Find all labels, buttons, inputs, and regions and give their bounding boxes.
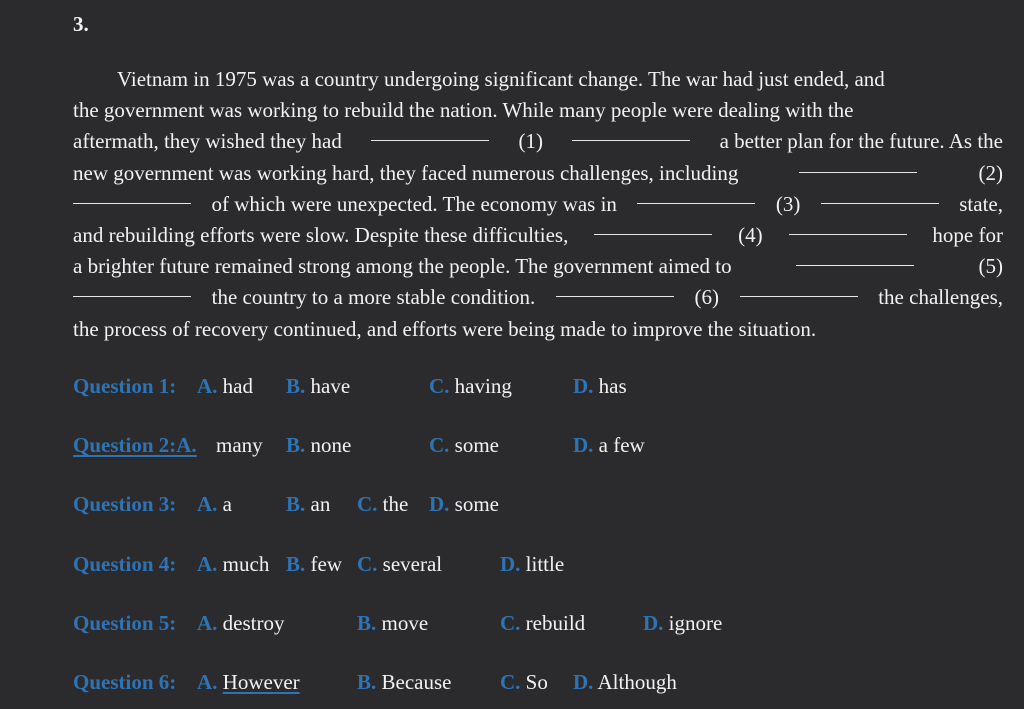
option-c[interactable]: C. rebuild xyxy=(500,610,586,635)
blank-number-5: (5) xyxy=(978,254,1003,279)
blank-line xyxy=(371,126,489,141)
exercise-number: 3. xyxy=(73,12,89,36)
blank-line xyxy=(73,189,191,204)
passage-line-1 xyxy=(73,64,1003,95)
option-a[interactable]: many xyxy=(216,433,263,458)
option-c[interactable]: C. some xyxy=(429,433,499,458)
passage-line-9 xyxy=(73,314,1003,345)
passage-text: of which were unexpected. The economy was in xyxy=(211,191,617,216)
blank-line xyxy=(821,189,939,204)
question-6 xyxy=(73,670,1003,709)
option-d[interactable]: D. has xyxy=(573,374,627,398)
option-b[interactable]: B. an xyxy=(286,492,331,517)
passage-line-8 xyxy=(73,282,1003,313)
blank-line xyxy=(594,220,712,235)
option-b[interactable]: B. Because xyxy=(357,669,452,694)
passage-text: new government was working hard, they faced numerous challenges, including xyxy=(73,160,739,185)
passage-text: and rebuilding efforts were slow. Despite these difficulties, xyxy=(73,222,569,247)
blank-line xyxy=(637,189,755,204)
passage-text: hope for xyxy=(932,222,1003,247)
question-4 xyxy=(73,552,1003,611)
blank-line xyxy=(572,126,690,141)
passage-text: state, xyxy=(959,191,1003,216)
question-label: Question 4: xyxy=(73,551,177,576)
passage-text: a brighter future remained strong among the people. The government aimed to xyxy=(73,254,732,279)
blank-line xyxy=(789,220,907,235)
option-d[interactable]: D. little xyxy=(500,551,565,576)
blank-line xyxy=(796,251,914,266)
passage-line-2 xyxy=(73,95,1003,126)
blank-number-4: (4) xyxy=(738,222,763,247)
option-a[interactable]: A. However xyxy=(197,669,300,694)
option-a[interactable]: A. had xyxy=(197,374,253,398)
passage-text: the process of recovery continued, and efforts were being made to improve the situation. xyxy=(73,316,817,341)
blank-line xyxy=(740,282,858,297)
question-1 xyxy=(73,374,1003,433)
passage-text: aftermath, they wished they had xyxy=(73,129,342,154)
option-c[interactable]: C. having xyxy=(429,374,512,398)
blank-line xyxy=(73,282,191,297)
option-d[interactable]: D. ignore xyxy=(643,610,723,635)
blank-number-3: (3) xyxy=(775,191,801,216)
blank-line xyxy=(799,158,917,173)
question-label: Question 3: xyxy=(73,492,177,517)
passage-text: the country to a more stable condition. xyxy=(211,285,536,310)
blank-number-2: (2) xyxy=(978,160,1003,185)
question-list xyxy=(73,374,1003,709)
question-2 xyxy=(73,433,1003,492)
passage-line-5 xyxy=(73,189,1003,220)
option-d[interactable]: D. a few xyxy=(573,433,645,458)
passage-text: the challenges, xyxy=(878,285,1003,310)
passage xyxy=(73,64,1003,345)
passage-line-6 xyxy=(73,220,1003,251)
option-b[interactable]: B. none xyxy=(286,433,352,458)
option-c[interactable]: C. the xyxy=(357,492,409,517)
passage-line-3 xyxy=(73,126,1003,157)
option-c[interactable]: C. So xyxy=(500,669,548,694)
option-d[interactable]: D. Although xyxy=(573,669,677,694)
passage-text: a better plan for the future. As the xyxy=(719,129,1003,154)
question-3 xyxy=(73,492,1003,551)
blank-number-6: (6) xyxy=(694,285,719,310)
question-label: Question 2:A. xyxy=(73,433,197,458)
option-d[interactable]: D. some xyxy=(429,492,499,517)
passage-text: the government was working to rebuild the nation. While many people were dealing with the xyxy=(73,98,854,123)
option-b[interactable]: B. have xyxy=(286,374,351,398)
option-a[interactable]: A. destroy xyxy=(197,610,285,635)
passage-line-4 xyxy=(73,158,1003,189)
question-5 xyxy=(73,611,1003,670)
option-a[interactable]: A. much xyxy=(197,551,270,576)
passage-text: Vietnam in 1975 was a country undergoing significant change. The war had just ended, and xyxy=(117,67,885,91)
question-label: Question 1: xyxy=(73,374,177,398)
option-c[interactable]: C. several xyxy=(357,551,443,576)
option-b[interactable]: B. few xyxy=(286,551,342,576)
passage-line-7 xyxy=(73,251,1003,282)
question-label: Question 5: xyxy=(73,610,177,635)
blank-number-1: (1) xyxy=(518,129,543,154)
question-label: Question 6: xyxy=(73,669,177,694)
blank-line xyxy=(556,282,674,297)
option-b[interactable]: B. move xyxy=(357,610,429,635)
option-a[interactable]: A. a xyxy=(197,492,232,517)
